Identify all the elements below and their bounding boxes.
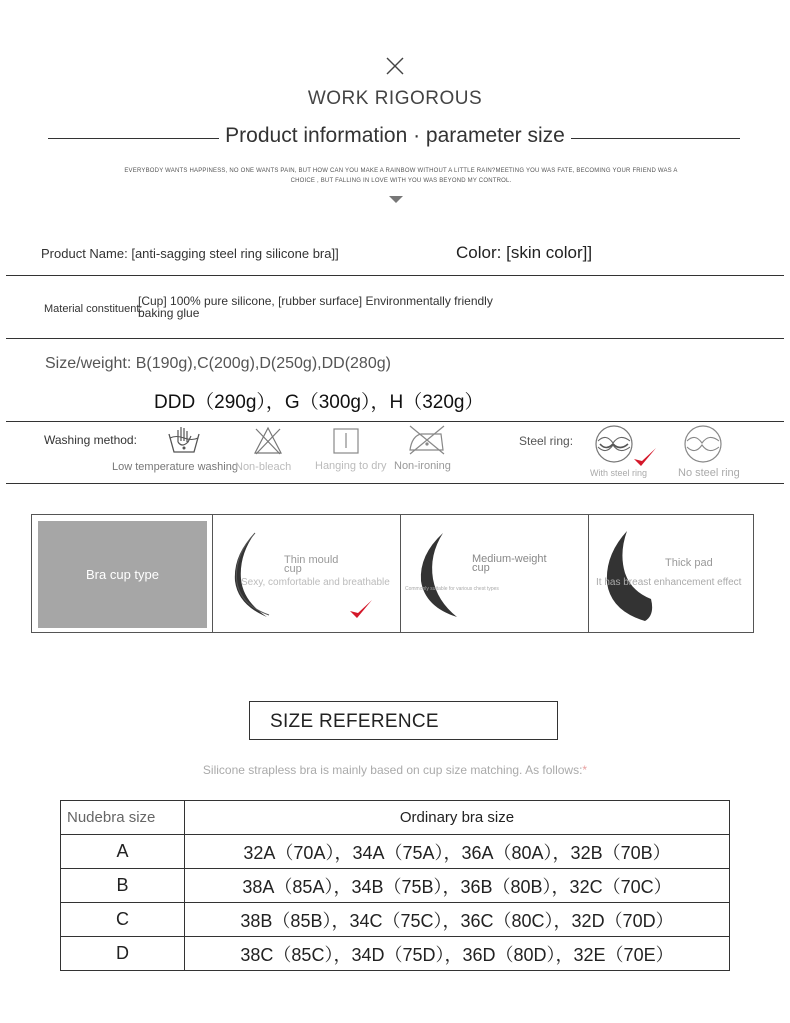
slogan: EVERYBODY WANTS HAPPINESS, NO ONE WANTS PAIN, BUT HOW CAN YOU MAKE A RAINBOW WITHOUT A LITTLE RAIN?MEETING YOU WAS FATE, BECOMING YOUR FRIEND WAS A CHOICE , BUT FALLING IN LOVE WITH YOU WAS BEYOND MY CONTROL. [124,168,678,184]
table-cell: A [61,835,185,869]
no-bleach-icon [253,426,283,456]
table-cell: B [61,869,185,903]
no-steel-ring-icon [683,425,723,463]
table-cell: C [61,903,185,937]
washing-label: Washing method: [44,433,137,447]
divider [6,483,784,484]
cup-title: Medium-weight cup [472,553,547,574]
product-name-row: Product Name: [anti-sagging steel ring silicone bra]] [41,246,339,261]
hang-dry-label: Hanging to dry [315,460,387,472]
no-iron-icon [407,424,447,456]
check-icon [632,446,658,470]
column-header: Nudebra size [61,801,185,835]
size-weight-extra: DDD（290g），G（300g），H（320g） [154,392,484,413]
no-bleach-label: Non-bleach [235,461,292,473]
no-iron-label: Non-ironing [394,460,451,472]
cup-type-header: Bra cup type [38,521,207,628]
material-label: Material constituent: [44,303,143,315]
table-cell: 32A（70A），34A（75A），36A（80A），32B（70B） [185,835,730,869]
cup-desc: It has breast enhancement effect [596,577,742,588]
cup-desc: Commonly suitable for various chest types [405,586,499,592]
thin-cup-icon [229,531,277,619]
material-value: [Cup] 100% pure silicone, [rubber surface] Environmentally friendly baking glue [138,294,493,320]
page-title: WORK RIGOROUS [307,88,483,109]
triangle-down-icon [389,196,403,203]
no-steel-ring-label: No steel ring [678,467,740,479]
column-header: Ordinary bra size [185,801,730,835]
cup-option-medium[interactable] [400,515,588,632]
thick-cup-icon [601,529,657,623]
section-title: Product information · parameter size [0,124,790,148]
table-row [61,835,730,869]
divider [6,338,784,339]
low-temp-wash-label: Low temperature washing [112,461,238,473]
steel-ring-label: Steel ring: [519,434,574,448]
cup-option-thin[interactable] [212,515,400,632]
divider [6,421,784,422]
table-cell: 38A（85A），34B（75B），36B（80B），32C（70C） [185,869,730,903]
size-reference-title: SIZE REFERENCE [249,701,558,740]
cup-desc: Sexy, comfortable and breathable [241,577,390,588]
hang-dry-icon [332,427,360,455]
with-steel-ring-label: With steel ring [590,468,648,478]
table-cell: 38B（85B），34C（75C），36C（80C），32D（70D） [185,903,730,937]
cup-type-table [31,514,754,633]
table-cell: D [61,937,185,971]
table-row [61,869,730,903]
low-temp-wash-icon [166,424,202,456]
table-row [61,903,730,937]
cup-option-thick[interactable] [588,515,753,632]
divider [6,275,784,276]
cross-icon [384,55,406,77]
cup-title: Thin mould cup [284,554,339,575]
size-reference-subtitle: Silicone strapless bra is mainly based on cup size matching. As follows:* [202,763,588,777]
table-cell: 38C（85C），34D（75D），36D（80D），32E（70E） [185,937,730,971]
table-row [61,937,730,971]
check-icon [348,598,374,622]
size-table [60,800,730,971]
with-steel-ring-icon [594,425,634,463]
size-weight-row: Size/weight: B(190g),C(200g),D(250g),DD(280g) [45,355,391,372]
color-row: Color: [skin color]] [456,243,593,262]
medium-cup-icon [417,531,465,619]
cup-title: Thick pad [665,557,713,569]
table-header-row [61,801,730,835]
